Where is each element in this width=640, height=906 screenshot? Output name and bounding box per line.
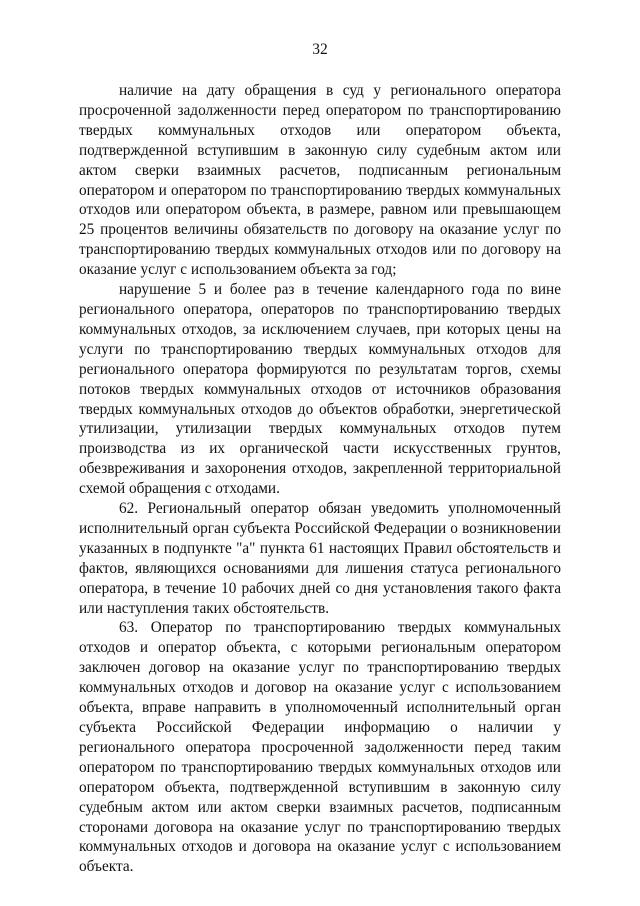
paragraph-scheme-violation-condition: нарушение 5 и более раз в течение календарного года по вине регионального оператора, операторов по транспортированию твердых коммунальных отходов, за исключением случаев, при которых цены на услуги по транспортированию твердых коммунальных отходов для регионального оператора формируются по результатам торгов, схемы потоков твердых коммунальных отходов от источников образования твердых коммунальных отходов до объектов обработки, энергетической утилизации, утилизации твердых коммунальных отходов путем производства из их органической части искусственных грунтов, обезвреживания и захоронения отходов, закрепленной территориальной схемой обращения с отходами. bbox=[79, 281, 561, 498]
paragraph-overdue-debt-condition: наличие на дату обращения в суд у регионального оператора просроченной задолженности перед оператором по транспортированию твердых коммунальных отходов или оператором объекта, подтвержденной вступившим в законную силу судебным актом или актом сверки взаимных расчетов, подписанным региональным оператором и оператором по транспортированию твердых коммунальных отходов или оператором объекта, в размере, равном или превышающем 25 процентов величины обязательств по договору на оказание услуг по транспортированию твердых коммунальных отходов или по договору на оказание услуг с использованием объекта за год; bbox=[79, 82, 561, 279]
paragraph-63-operator-right: 63. Оператор по транспортированию твердых коммунальных отходов и оператор объекта, с которыми региональным оператором заключен договор на оказание услуг по транспортированию твердых коммунальных отходов и договор на оказание услуг с использованием объекта, вправе направить в уполномоченный исполнительный орган субъекта Российской Федерации информацию о наличии у регионального оператора просроченной задолженности перед таким оператором по транспортированию твердых коммунальных отходов или оператором объекта, подтвержденной вступившим в законную силу судебным актом или актом сверки взаимных расчетов, подписанным сторонами договора на оказание услуг по транспортированию твердых коммунальных отходов и договора на оказание услуг с использованием объекта. bbox=[79, 619, 561, 876]
paragraph-62-notification-duty: 62. Региональный оператор обязан уведомить уполномоченный исполнительный орган субъекта Российской Федерации о возникновении указанных в подпункте "а" пункта 61 настоящих Правил обстоятельств и фактов, являющихся основаниями для лишения статуса регионального оператора, в течение 10 рабочих дней со дня установления такого факта или наступления таких обстоятельств. bbox=[79, 500, 561, 617]
document-body bbox=[79, 81, 561, 877]
page-number: 32 bbox=[312, 41, 328, 58]
